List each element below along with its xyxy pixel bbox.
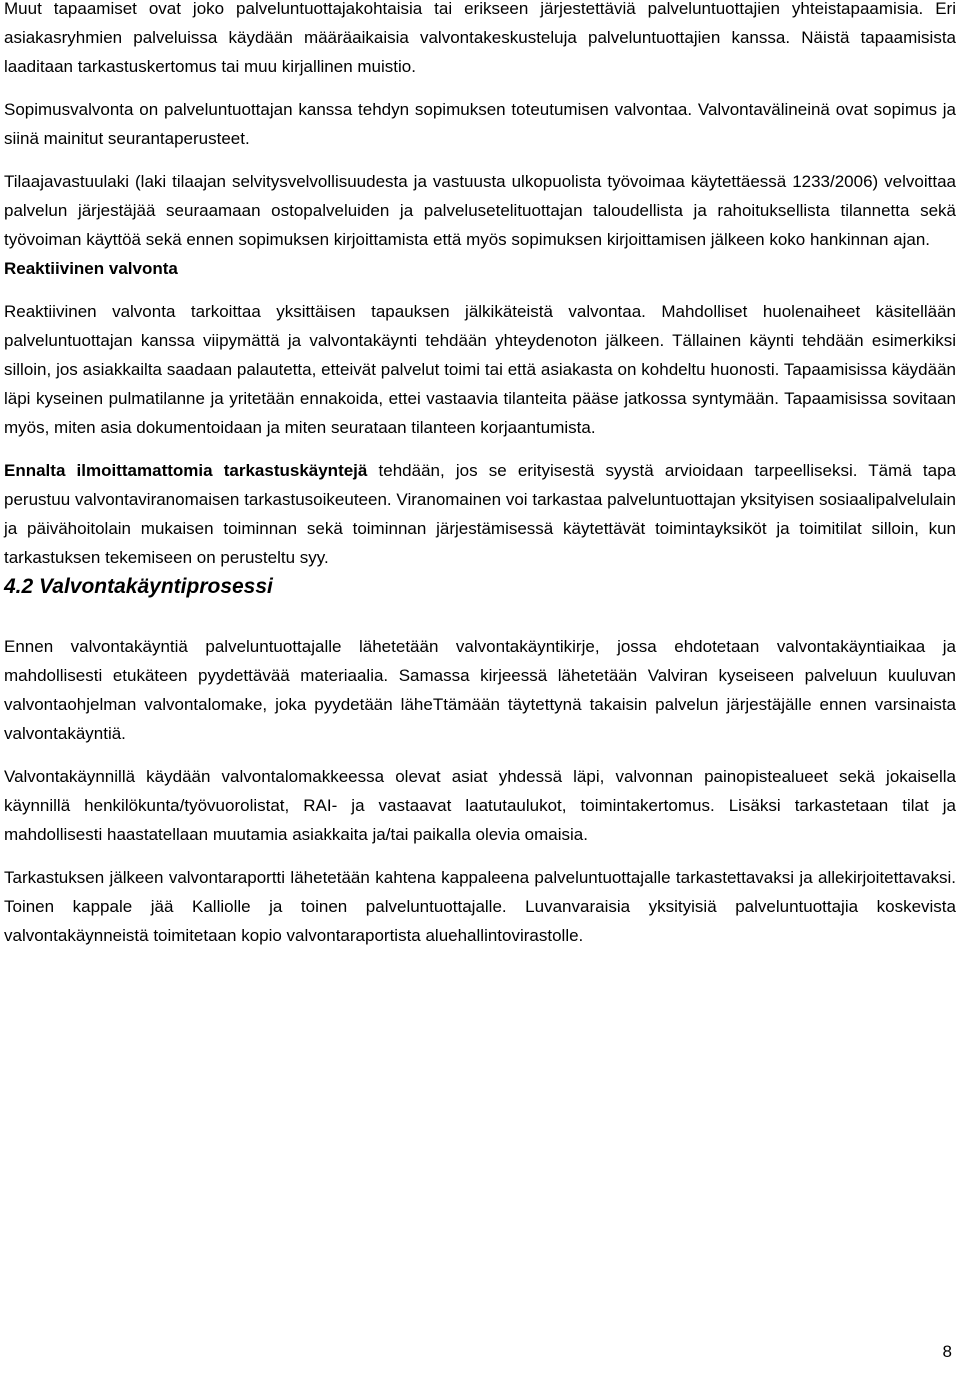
paragraph-reactive-supervision: Reaktiivinen valvonta tarkoittaa yksittäisen tapauksen jälkikäteistä valvontaa. Mahdolliset huolenaiheet käsitellään palveluntuottajan kanssa viipymättä ja valvontakäynti tehdään yhteydenoton jälkeen. Tällainen käynti tehdään esimerkiksi silloin, jos asiakkailta saadaan palautetta, etteivät palvelut toimi tai että asiakasta on kohdeltu huonosti. Tapaamisissa käydään läpi kyseinen pulmatilanne ja yritetään ennakoida, ettei vastaavia tilanteita pääse jatkossa syntymään. Tapaamisissa sovitaan myös, miten asia dokumentoidaan ja miten seurataan tilanteen korjaantumista. <box>4 302 956 437</box>
paragraph-after-visit: Tarkastuksen jälkeen valvontaraportti lähetetään kahtena kappaleena palveluntuottajalle tarkastettavaksi ja allekirjoitettavaksi. Toinen kappale jää Kalliolle ja toinen palveluntuottajalle. Luvanvaraisia yksityisiä palveluntuottajia koskevista valvontakäynneistä toimitetaan kopio valvontaraportista aluehallintovirastolle. <box>4 868 956 945</box>
paragraph-during-visit: Valvontakäynnillä käydään valvontalomakkeessa olevat asiat yhdessä läpi, valvonnan painopistealueet sekä jokaisella käynnillä henkilökunta/työvuorolistat, RAI- ja vastaavat laatutaulukot, toimintakertomus. Lisäksi tarkastetaan tilat ja mahdollisesti haastatellaan muutamia asiakkaita ja/tai paikalla olevia omaisia. <box>4 767 956 844</box>
section-heading-4-2 <box>4 572 956 602</box>
page-number: 8 <box>942 1342 952 1361</box>
unannounced-inspections-text: tehdään, jos se erityisestä syystä arvioidaan tarpeelliseksi. Tämä tapa perustuu valvontaviranomaisen tarkastusoikeuteen. Viranomainen voi tarkastaa palveluntuottajan yksityisen sosiaalipalvelulain ja päivähoitolain mukaisen toiminnan sekä toiminnan järjestämisessä käytettävät toimintayksiköt ja toimitilat silloin, kun tarkastuksen tekemiseen on perusteltu syy. <box>4 461 956 567</box>
heading-reactive-supervision: Reaktiivinen valvonta <box>4 259 178 278</box>
paragraph-before-visit: Ennen valvontakäyntiä palveluntuottajalle lähetetään valvontakäyntikirje, jossa ehdotetaan valvontakäyntiaikaa ja mahdollisesti etukäteen pyydettävää materiaalia. Samassa kirjeessä lähetetään Valviran kyseiseen palveluun kuuluvan valvontaohjelman valvontalomake, joka pyydetään läheTtämään täytettynä takaisin palvelun järjestäjälle ennen varsinaista valvontakäyntiä. <box>4 637 956 743</box>
unannounced-inspections-lead: Ennalta ilmoittamattomia tarkastuskäyntejä <box>4 461 368 480</box>
paragraph-meetings: Muut tapaamiset ovat joko palveluntuottajakohtaisia tai erikseen järjestettäviä palveluntuottajien yhteistapaamisia. Eri asiakasryhmien palveluissa käydään määräaikaisia valvontakeskusteluja palveluntuottajien kanssa. Näistä tapaamisista laaditaan tarkastuskertomus tai muu kirjallinen muistio. <box>4 0 956 76</box>
section-title: Valvontakäyntiprosessi <box>39 575 273 598</box>
paragraph-contractor-liability-act: Tilaajavastuulaki (laki tilaajan selvitysvelvollisuudesta ja vastuusta ulkopuolista työvoimaa käytettäessä 1233/2006) velvoittaa palvelun järjestäjää seuraamaan ostopalveluiden ja palvelusetelituottajan taloudellista ja rahoituksellista tilannetta sekä työvoiman käyttöä sekä ennen sopimuksen kirjoittamista että myös sopimuksen kirjoittamisen jälkeen koko hankinnan ajan. <box>4 172 956 249</box>
paragraph-unannounced-inspections <box>4 456 956 572</box>
paragraph-contract-supervision: Sopimusvalvonta on palveluntuottajan kanssa tehdyn sopimuksen toteutumisen valvontaa. Valvontavälineinä ovat sopimus ja siinä mainitut seurantaperusteet. <box>4 100 956 148</box>
section-number: 4.2 <box>4 575 34 598</box>
document-page <box>4 0 956 950</box>
